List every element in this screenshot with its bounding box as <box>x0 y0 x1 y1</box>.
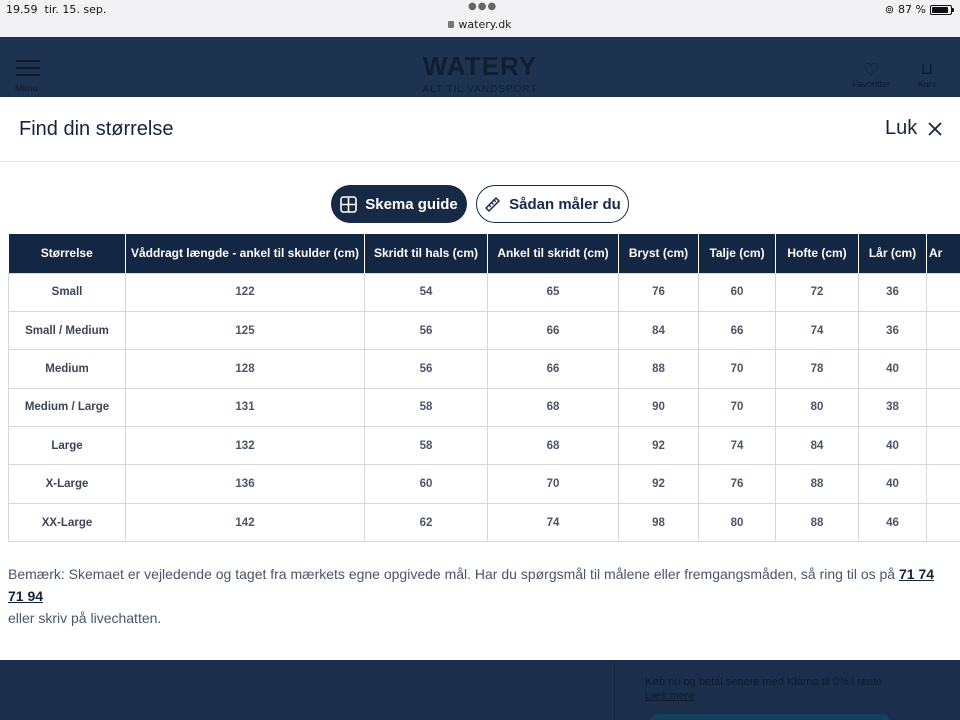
table-cell: 74 <box>776 311 859 349</box>
table-cell: 125 <box>126 311 365 349</box>
table-cell: 76 <box>619 273 699 311</box>
note-text-end: eller skriv på livechatten. <box>8 610 162 626</box>
table-cell: 40 <box>859 465 927 503</box>
table-cell: 66 <box>488 311 619 349</box>
address-bar[interactable] <box>0 18 960 31</box>
column-header: Bryst (cm) <box>619 234 699 273</box>
cart-icon: ⊔ <box>920 61 934 78</box>
table-cell: 98 <box>619 503 699 541</box>
table-row <box>9 311 960 349</box>
close-button[interactable] <box>885 117 943 140</box>
table-cell: 56 <box>365 311 488 349</box>
table-cell: 62 <box>365 503 488 541</box>
cart-button[interactable] <box>912 61 942 89</box>
table-cell <box>927 465 960 503</box>
screen-lock-rotation-icon: ⊚ <box>884 3 895 16</box>
tab-skema-guide-label: Skema guide <box>365 195 458 213</box>
column-header: Talje (cm) <box>699 234 776 273</box>
klarna-text: Køb nu og betal senere med Klarna til 0% i rente <box>645 676 883 688</box>
url-text: watery.dk <box>458 18 512 31</box>
add-to-cart-button-partial[interactable] <box>650 714 890 720</box>
guide-tabs <box>0 185 960 223</box>
column-header: Størrelse <box>9 234 126 273</box>
column-header: Ankel til skridt (cm) <box>488 234 619 273</box>
table-cell <box>927 388 960 426</box>
table-cell: 90 <box>619 388 699 426</box>
table-cell: 74 <box>488 503 619 541</box>
table-cell: Large <box>9 427 126 465</box>
table-cell: 76 <box>699 465 776 503</box>
table-cell: 92 <box>619 427 699 465</box>
table-cell: 142 <box>126 503 365 541</box>
column-header: Hofte (cm) <box>776 234 859 273</box>
table-row <box>9 465 960 503</box>
table-row <box>9 503 960 541</box>
grid-icon <box>340 196 357 213</box>
table-cell: 88 <box>619 350 699 388</box>
table-row <box>9 427 960 465</box>
ios-status-bar <box>0 0 960 37</box>
menu-label: Menu <box>15 83 38 93</box>
tab-skema-guide[interactable] <box>331 185 467 223</box>
table-cell: 65 <box>488 273 619 311</box>
tab-saadan-maaler-du[interactable] <box>476 185 629 223</box>
close-icon <box>927 121 943 137</box>
table-cell: 92 <box>619 465 699 503</box>
ruler-icon <box>484 196 501 213</box>
size-guide-modal <box>0 97 960 660</box>
table-cell: Medium / Large <box>9 388 126 426</box>
favorites-label: Favoritter <box>851 79 890 89</box>
modal-title: Find din størrelse <box>19 118 174 140</box>
status-right <box>885 3 952 16</box>
klarna-read-more-link[interactable]: Læs mere <box>645 690 695 702</box>
table-cell: 128 <box>126 350 365 388</box>
table-cell: Medium <box>9 350 126 388</box>
divider <box>614 660 615 720</box>
modal-header <box>0 97 960 162</box>
table-cell: Small / Medium <box>9 311 126 349</box>
status-time-date: 19.59 tir. 15. sep. <box>6 3 107 16</box>
site-tagline: ALT TIL VANDSPORT <box>422 84 538 95</box>
table-cell: 80 <box>776 388 859 426</box>
table-cell: 70 <box>699 350 776 388</box>
site-header <box>0 37 960 97</box>
tab-saadan-maaler-du-label: Sådan måler du <box>509 195 621 213</box>
table-cell: Small <box>9 273 126 311</box>
table-cell: 131 <box>126 388 365 426</box>
phone-link[interactable]: 71 74 71 94 <box>8 566 935 604</box>
site-logo[interactable]: WATERY <box>422 51 538 81</box>
battery-icon <box>930 5 952 15</box>
table-cell: 74 <box>699 427 776 465</box>
table-cell: 88 <box>776 465 859 503</box>
table-cell: X-Large <box>9 465 126 503</box>
table-cell: 136 <box>126 465 365 503</box>
table-cell: 40 <box>859 350 927 388</box>
table-cell: 80 <box>699 503 776 541</box>
column-header: Skridt til hals (cm) <box>365 234 488 273</box>
table-cell <box>927 273 960 311</box>
multitask-dots-icon[interactable]: ●●● <box>468 1 498 12</box>
heart-icon: ♡ <box>862 60 880 80</box>
column-header: Ar <box>927 234 960 273</box>
lock-icon <box>448 21 454 28</box>
note-text: Bemærk: Skemaet er vejledende og taget fra mærkets egne opgivede mål. Har du spørgsmål til målene eller fremgangsmåden, så ring til os på <box>8 566 899 582</box>
table-cell <box>927 311 960 349</box>
table-cell: 84 <box>776 427 859 465</box>
table-cell: 36 <box>859 311 927 349</box>
table-cell: 70 <box>488 465 619 503</box>
table-cell: XX-Large <box>9 503 126 541</box>
page-background-bottom <box>0 660 960 720</box>
table-cell <box>927 427 960 465</box>
table-cell: 66 <box>488 350 619 388</box>
table-cell: 56 <box>365 350 488 388</box>
table-cell: 46 <box>859 503 927 541</box>
table-row <box>9 273 960 311</box>
table-cell: 68 <box>488 388 619 426</box>
table-cell: 88 <box>776 503 859 541</box>
size-table <box>8 234 960 542</box>
table-cell: 132 <box>126 427 365 465</box>
table-cell: 60 <box>699 273 776 311</box>
table-cell: 66 <box>699 311 776 349</box>
close-label: Luk <box>885 117 918 139</box>
table-cell: 72 <box>776 273 859 311</box>
column-header: Lår (cm) <box>859 234 927 273</box>
table-row <box>9 350 960 388</box>
battery-fill <box>932 7 948 13</box>
table-cell: 68 <box>488 427 619 465</box>
table-cell: 78 <box>776 350 859 388</box>
table-cell <box>927 503 960 541</box>
table-header-row <box>9 234 960 273</box>
table-cell: 54 <box>365 273 488 311</box>
table-row <box>9 388 960 426</box>
battery-percent: 87 % <box>898 3 926 16</box>
table-cell: 38 <box>859 388 927 426</box>
table-cell: 70 <box>699 388 776 426</box>
size-table-scroll[interactable] <box>8 234 960 543</box>
table-cell <box>927 350 960 388</box>
table-cell: 58 <box>365 427 488 465</box>
cart-label: Kurv <box>917 79 937 89</box>
size-guide-note <box>8 563 948 629</box>
table-cell: 40 <box>859 427 927 465</box>
table-cell: 84 <box>619 311 699 349</box>
table-cell: 58 <box>365 388 488 426</box>
table-cell: 60 <box>365 465 488 503</box>
favorites-button[interactable] <box>848 61 894 89</box>
table-cell: 36 <box>859 273 927 311</box>
column-header: Våddragt længde - ankel til skulder (cm) <box>126 234 365 273</box>
table-cell: 122 <box>126 273 365 311</box>
